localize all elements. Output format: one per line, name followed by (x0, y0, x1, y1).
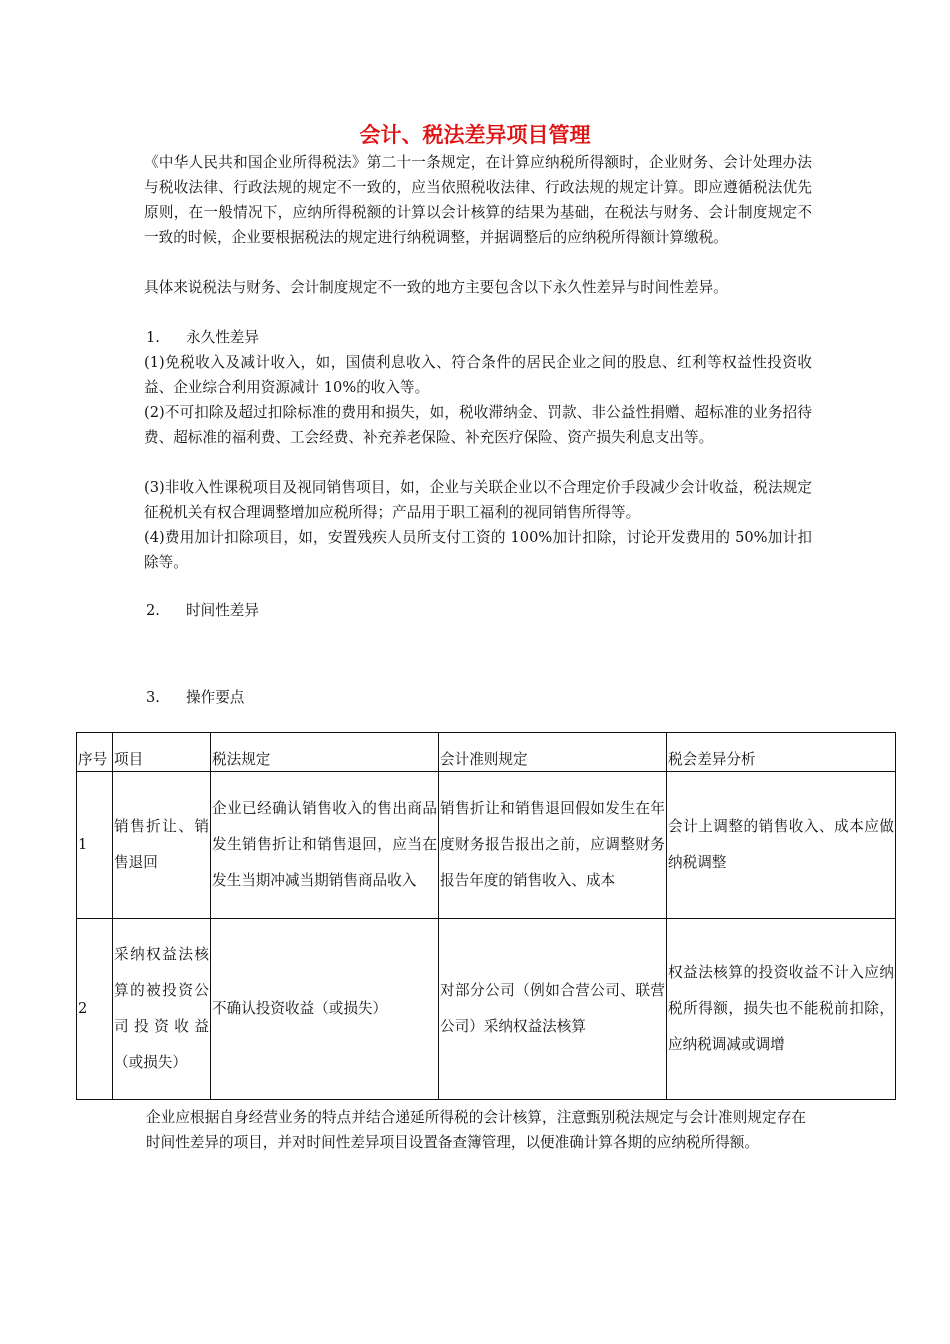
header-tax-rule: 税法规定 (211, 733, 439, 772)
row-no: 2 (77, 919, 113, 1100)
section-2-title: 时间性差异 (186, 602, 259, 619)
row-difference-analysis: 权益法核算的投资收益不计入应纳税所得额，损失也不能税前扣除，应纳税调减或调增 (667, 919, 896, 1100)
section-1-heading (146, 325, 259, 350)
section-3-heading (146, 685, 244, 710)
item-4: (4)费用加计扣除项目，如，安置残疾人员所支付工资的 100%加计扣除，讨论开发费用的 50%加计扣除等。 (144, 529, 812, 571)
section-1-number: 1. (146, 329, 160, 346)
closing-paragraph: 企业应根据自身经营业务的特点并结合递延所得税的会计核算，注意甄别税法规定与会计准则规定存在时间性差异的项目，并对时间性差异项目设置备查簿管理，以便准确计算各期的应纳税所得额。 (146, 1109, 806, 1151)
row-accounting-rule: 销售折让和销售退回假如发生在年度财务报告报出之前，应调整财务报告年度的销售收入、成本 (439, 772, 667, 919)
row-item: 销售折让、销售退回 (113, 772, 211, 919)
section-1-title: 永久性差异 (186, 329, 259, 346)
header-item: 项目 (113, 733, 211, 772)
table-header-row (77, 733, 896, 772)
item-3: (3)非收入性课税项目及视同销售项目，如，企业与关联企业以不合理定价手段减少会计收益，税法规定征税机关有权合理调整增加应税所得；产品用于职工福利的视同销售所得等。 (144, 479, 812, 521)
item-1: (1)免税收入及减计收入，如，国债利息收入、符合条件的居民企业之间的股息、红利等权益性投资收益、企业综合利用资源减计 10%的收入等。 (144, 354, 812, 396)
header-accounting-rule: 会计准则规定 (439, 733, 667, 772)
row-tax-rule: 不确认投资收益（或损失） (211, 919, 439, 1100)
differences-table (76, 732, 896, 1100)
section-2-heading (146, 598, 259, 623)
table-row (77, 772, 896, 919)
table-row (77, 919, 896, 1100)
header-difference-analysis: 税会差异分析 (667, 733, 896, 772)
row-item: 采纳权益法核算的被投资公司投资收益（或损失） (113, 919, 211, 1100)
intro-paragraph: 《中华人民共和国企业所得税法》第二十一条规定，在计算应纳税所得额时，企业财务、会计处理办法与税收法律、行政法规的规定不一致的，应当依照税收法律、行政法规的规定计算。即应遵循税法优先原则，在一般情况下，应纳所得税额的计算以会计核算的结果为基础，在税法与财务、会计制度规定不一致的时候，企业要根据税法的规定进行纳税调整，并据调整后的应纳税所得额计算缴税。 (144, 154, 812, 246)
summary-paragraph: 具体来说税法与财务、会计制度规定不一致的地方主要包含以下永久性差异与时间性差异。 (144, 279, 728, 296)
section-3-title: 操作要点 (186, 689, 245, 706)
page-title: 会计、税法差异项目管理 (359, 123, 591, 147)
row-accounting-rule: 对部分公司（例如合营公司、联营公司）采纳权益法核算 (439, 919, 667, 1100)
row-tax-rule: 企业已经确认销售收入的售出商品发生销售折让和销售退回，应当在发生当期冲减当期销售商品收入 (211, 772, 439, 919)
row-difference-analysis: 会计上调整的销售收入、成本应做纳税调整 (667, 772, 896, 919)
section-3-number: 3. (146, 689, 160, 706)
header-no: 序号 (77, 733, 113, 772)
row-no: 1 (77, 772, 113, 919)
section-2-number: 2. (146, 602, 160, 619)
item-2: (2)不可扣除及超过扣除标准的费用和损失，如，税收滞纳金、罚款、非公益性捐赠、超标准的业务招待费、超标准的福利费、工会经费、补充养老保险、补充医疗保险、资产损失利息支出等。 (144, 404, 812, 446)
